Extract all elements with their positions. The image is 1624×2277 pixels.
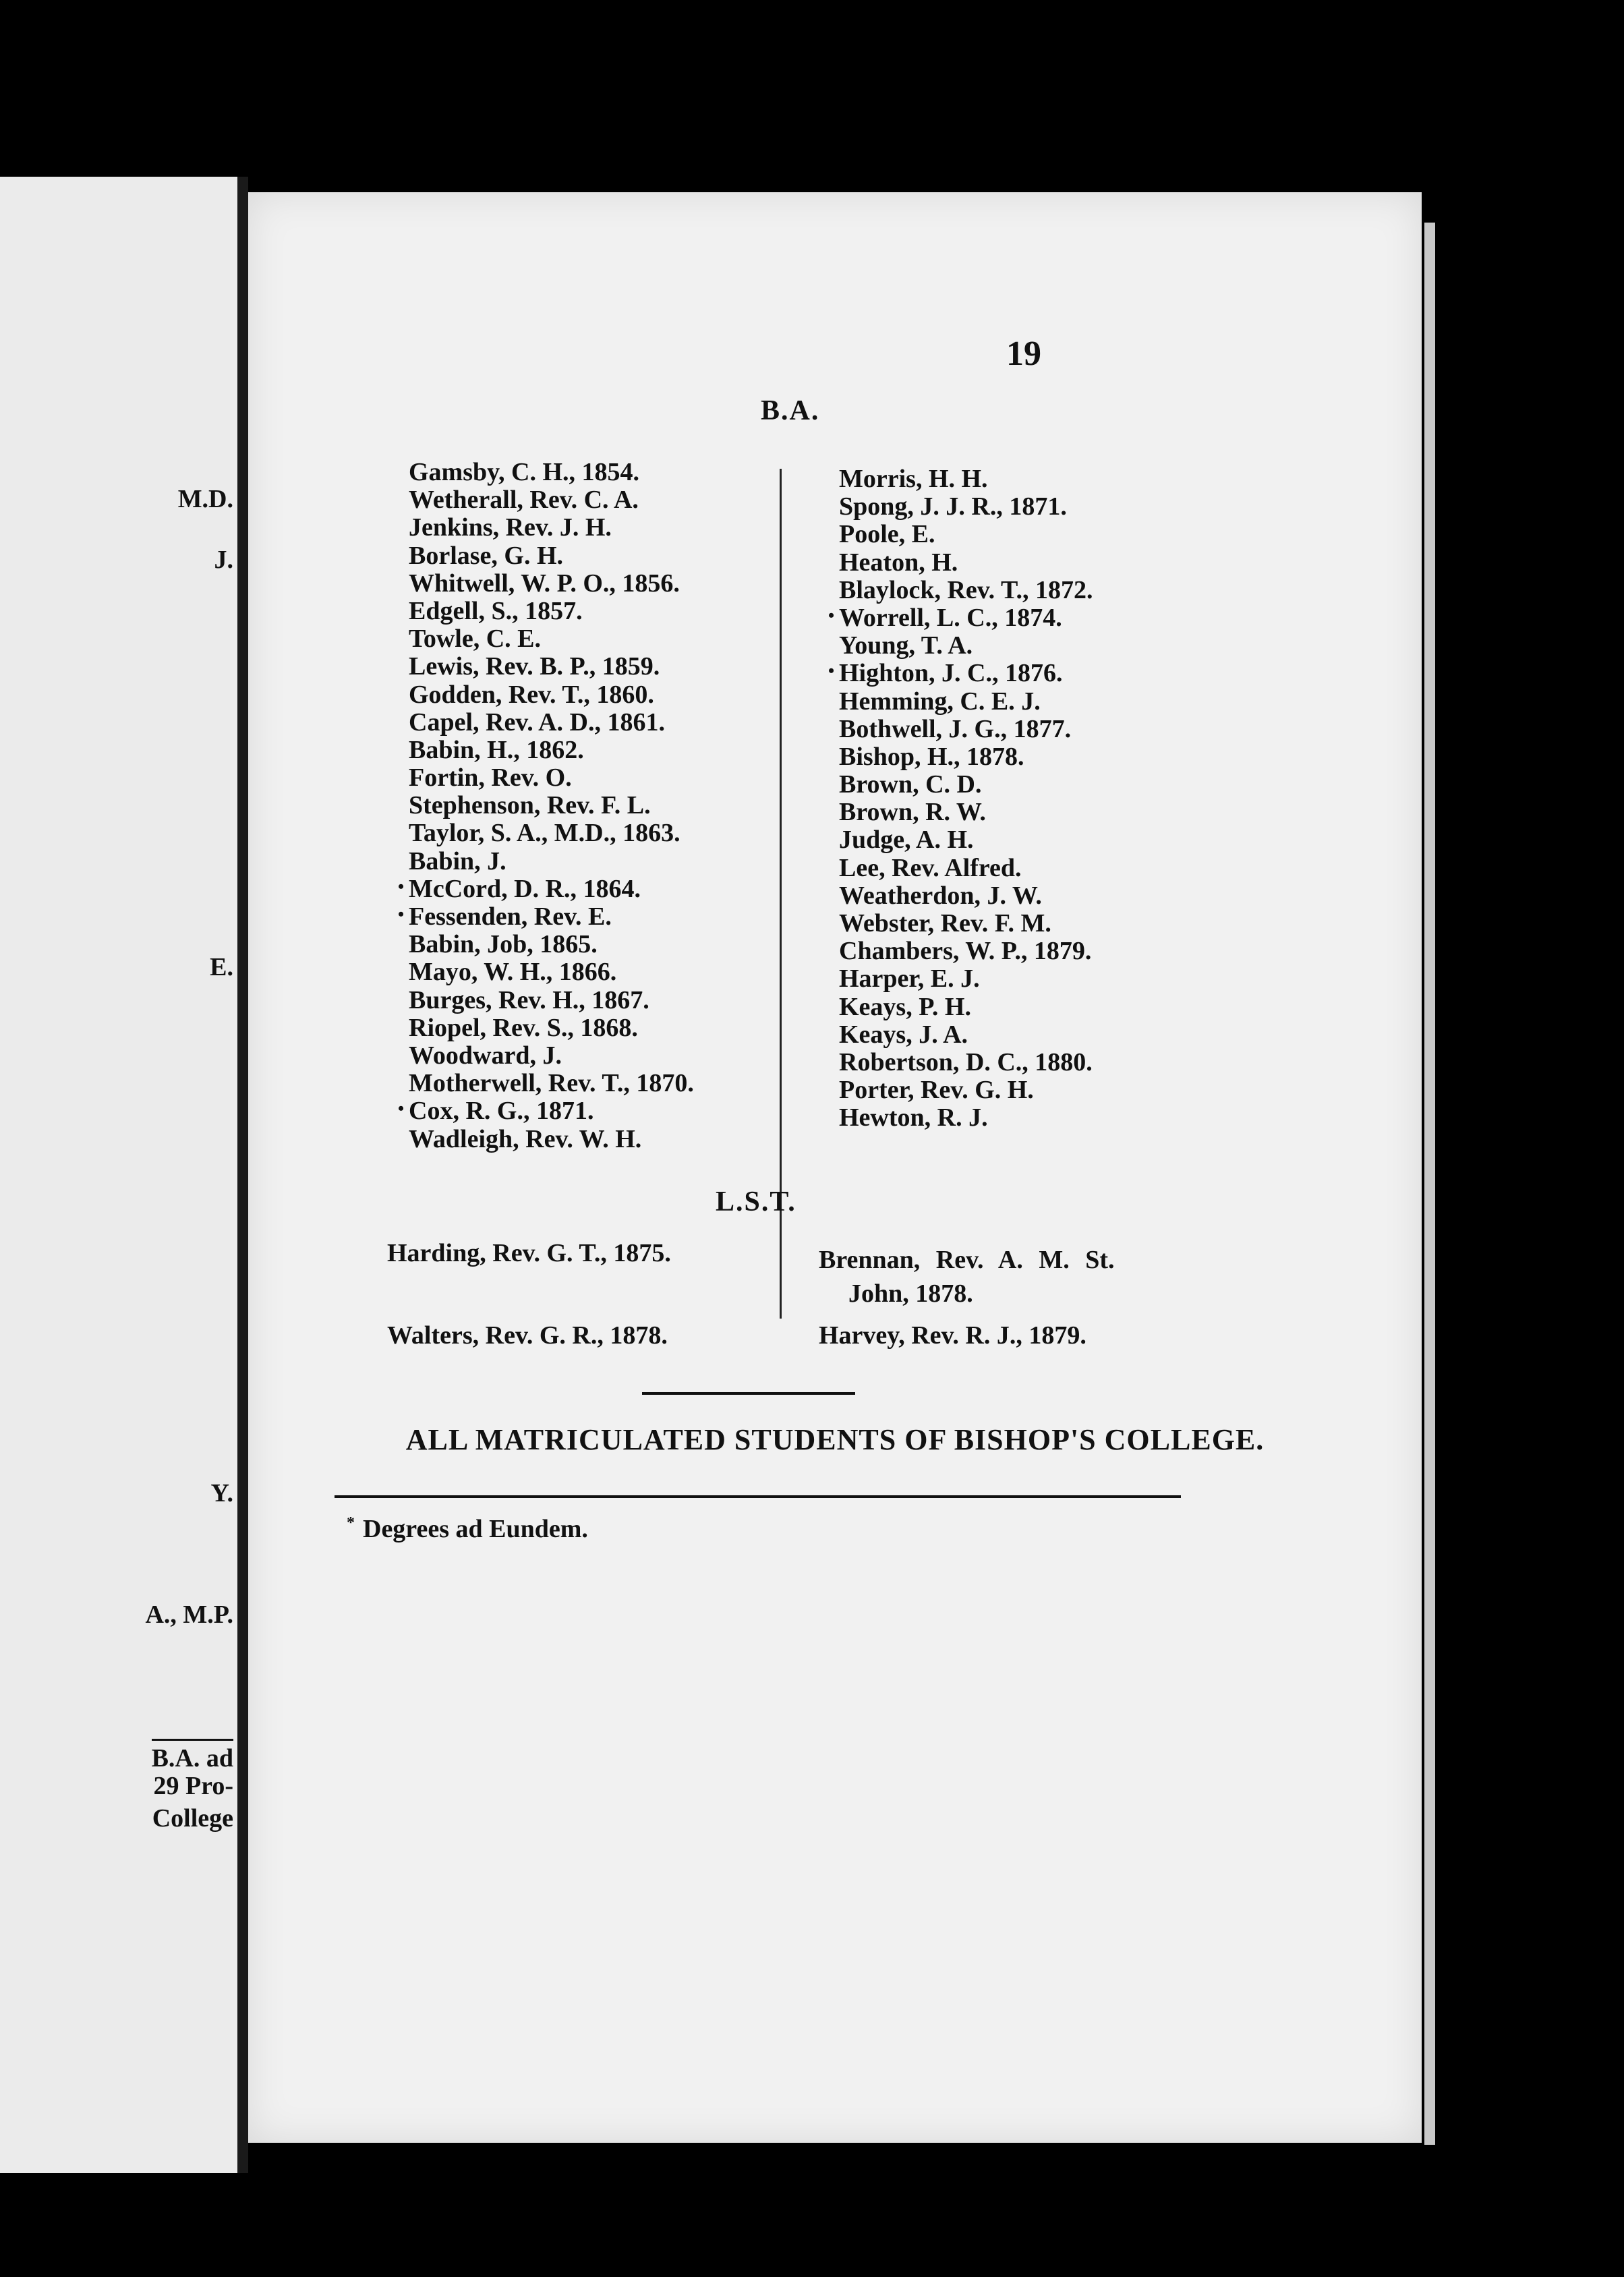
left-page-fragment: E. xyxy=(210,953,233,981)
ba-right-column xyxy=(839,465,1093,1132)
ba-entry: Bothwell, J. G., 1877. xyxy=(839,714,1072,743)
ba-entry: Robertson, D. C., 1880. xyxy=(839,1047,1093,1076)
ba-entry: Webster, Rev. F. M. xyxy=(839,909,1051,938)
ba-entry: Lee, Rev. Alfred. xyxy=(839,853,1022,882)
ba-heading: B.A. xyxy=(761,395,820,426)
lst-entry: Harding, Rev. G. T., 1875. xyxy=(387,1239,671,1267)
ba-entry: Babin, Job, 1865. xyxy=(409,930,598,959)
ba-entry: Stephenson, Rev. F. L. xyxy=(409,791,651,820)
ba-entry: Judge, A. H. xyxy=(839,826,974,855)
ba-entry: Riopel, Rev. S., 1868. xyxy=(409,1013,638,1042)
ba-entry: Wadleigh, Rev. W. H. xyxy=(409,1124,642,1153)
ba-entry: Brown, C. D. xyxy=(839,770,982,799)
ba-entry: Morris, H. H. xyxy=(839,465,988,493)
book-gutter xyxy=(237,177,248,2173)
ba-entry: Borlase, G. H. xyxy=(409,541,564,570)
ba-entry: Godden, Rev. T., 1860. xyxy=(409,680,654,709)
page-number: 19 xyxy=(1006,335,1041,373)
ba-entry: Bishop, H., 1878. xyxy=(839,742,1024,771)
closing-heading: ALL MATRICULATED STUDENTS OF BISHOP'S COLLEGE. xyxy=(405,1423,1265,1456)
left-page-fragment: College xyxy=(152,1804,233,1833)
footnote-mark: * xyxy=(347,1514,355,1532)
ba-entry: Woodward, J. xyxy=(409,1041,562,1070)
left-page-fragment: A., M.P. xyxy=(145,1601,233,1629)
ba-entry: Babin, J. xyxy=(409,846,506,875)
ba-entry: • Fessenden, Rev. E. xyxy=(409,903,694,931)
ba-entry: Mayo, W. H., 1866. xyxy=(409,958,617,987)
ba-entry: Chambers, W. P., 1879. xyxy=(839,937,1092,966)
lst-entry: Walters, Rev. G. R., 1878. xyxy=(387,1321,668,1350)
section-rule xyxy=(642,1392,855,1395)
right-page-edge xyxy=(1424,223,1435,2145)
ba-entry: Wetherall, Rev. C. A. xyxy=(409,486,639,515)
ba-entry: Young, T. A. xyxy=(839,631,973,660)
footnote-rule xyxy=(335,1495,1181,1498)
ba-entry: Weatherdon, J. W. xyxy=(839,881,1042,910)
ba-entry: • Worrell, L. C., 1874. xyxy=(839,604,1093,632)
left-page-fragment: B.A. ad xyxy=(152,1739,233,1773)
ba-entry: Motherwell, Rev. T., 1870. xyxy=(409,1069,694,1098)
left-page-fragment: M.D. xyxy=(177,485,233,513)
ba-entry: Porter, Rev. G. H. xyxy=(839,1076,1034,1105)
ba-entry: Spong, J. J. R., 1871. xyxy=(839,492,1067,521)
ba-entry: Whitwell, W. P. O., 1856. xyxy=(409,569,680,598)
ba-entry: Harper, E. J. xyxy=(839,964,980,993)
ba-entry: • Cox, R. G., 1871. xyxy=(409,1097,694,1125)
ba-entry: Burges, Rev. H., 1867. xyxy=(409,985,649,1014)
left-page-fragment: Y. xyxy=(210,1479,233,1507)
ba-entry: Fortin, Rev. O. xyxy=(409,763,572,792)
ba-entry: Hemming, C. E. J. xyxy=(839,687,1041,716)
ba-entry: Babin, H., 1862. xyxy=(409,735,584,764)
left-page-fragment: 29 Pro- xyxy=(153,1772,233,1800)
ba-entry: Jenkins, Rev. J. H. xyxy=(409,513,612,542)
ba-entry: Hewton, R. J. xyxy=(839,1103,988,1132)
ba-entry: • McCord, D. R., 1864. xyxy=(409,875,694,903)
ba-left-column xyxy=(409,459,694,1153)
lst-entry: Harvey, Rev. R. J., 1879. xyxy=(819,1321,1086,1350)
ba-entry: Heaton, H. xyxy=(839,548,958,577)
ba-entry: Lewis, Rev. B. P., 1859. xyxy=(409,652,660,681)
ba-entry: Brown, R. W. xyxy=(839,798,986,827)
footnote-text: Degrees ad Eundem. xyxy=(363,1515,588,1543)
left-page-fragment: J. xyxy=(214,546,233,574)
ba-entry: Edgell, S., 1857. xyxy=(409,596,583,625)
lst-entry: Brennan, Rev. A. M. St. xyxy=(819,1246,1115,1274)
lst-entry: John, 1878. xyxy=(848,1279,973,1308)
left-page-edge xyxy=(0,177,237,2173)
ba-entry: Poole, E. xyxy=(839,520,935,549)
ba-entry: Capel, Rev. A. D., 1861. xyxy=(409,708,665,737)
ba-entry: Taylor, S. A., M.D., 1863. xyxy=(409,819,680,848)
ba-entry: Keays, P. H. xyxy=(839,992,971,1021)
ba-entry: Towle, C. E. xyxy=(409,625,542,654)
ba-entry: Keays, J. A. xyxy=(839,1020,968,1049)
lst-heading: L.S.T. xyxy=(716,1186,796,1217)
document-page xyxy=(248,192,1422,2143)
ba-entry: Gamsby, C. H., 1854. xyxy=(409,458,640,486)
footnote xyxy=(347,1514,588,1544)
ba-entry: • Highton, J. C., 1876. xyxy=(839,660,1093,687)
ba-entry: Blaylock, Rev. T., 1872. xyxy=(839,575,1093,604)
